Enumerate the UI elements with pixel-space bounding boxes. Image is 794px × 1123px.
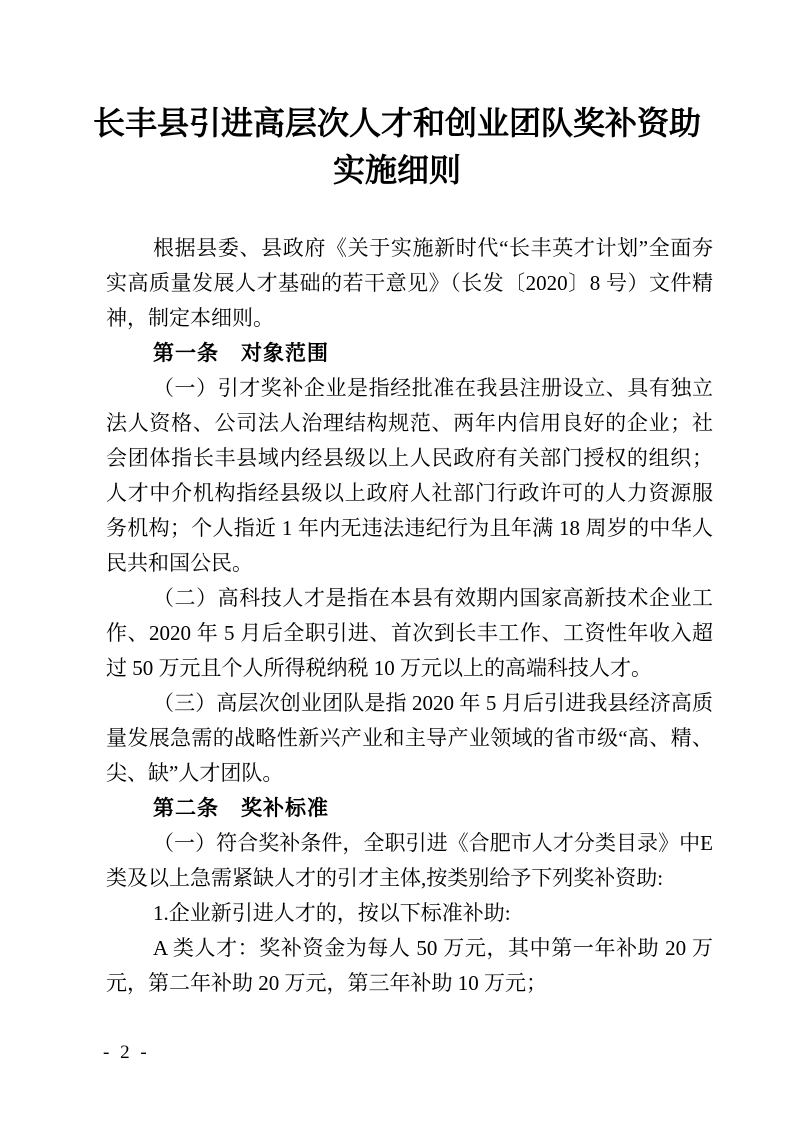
document-title-line-1: 长丰县引进高层次人才和创业团队奖补资助 <box>92 105 701 141</box>
article-1-item-1-paragraph: （一）引才奖补企业是指经批准在我县注册设立、具有独立法人资格、公司法人治理结构规范、两年内信用良好的企业；社会团体指长丰县域内经县级以上人民政府有关部门授权的组织；人才中介机构指经县级以上政府人社部门行政许可的人力资源服务机构；个人指近 1 年内无违法违纪行为且年满 18 周岁的中华人民共和国公民。 <box>106 376 713 575</box>
article-1-heading: 第一条 对象范围 <box>153 342 329 365</box>
document-body <box>106 231 713 1001</box>
intro-paragraph: 根据县委、县政府《关于实施新时代“长丰英才计划”全面夯实高质量发展人才基础的若干意见》（长发〔2020〕8 号）文件精神，制定本细则。 <box>106 236 713 330</box>
article-2-heading: 第二条 奖补标准 <box>153 797 329 820</box>
document-title-line-2: 实施细则 <box>332 152 461 188</box>
document-title <box>0 100 794 194</box>
article-1-item-3-paragraph: （三）高层次创业团队是指 2020 年 5 月后引进我县经济高质量发展急需的战略性新兴产业和主导产业领域的省市级“高、精、尖、缺”人才团队。 <box>106 691 713 785</box>
article-2-subitem-1-paragraph: 1.企业新引进人才的，按以下标准补助: <box>153 901 511 925</box>
article-2-item-1-paragraph: （一）符合奖补条件，全职引进《合肥市人才分类目录》中E类及以上急需紧缺人才的引才主体,按类别给予下列奖补资助: <box>106 831 713 890</box>
article-1-item-2-paragraph: （二）高科技人才是指在本县有效期内国家高新技术企业工作、2020 年 5 月后全职引进、首次到长丰工作、工资性年收入超过 50 万元且个人所得税纳税 10 万元以上的高端科技人才。 <box>106 586 713 680</box>
article-2-class-a-paragraph: A 类人才：奖补资金为每人 50 万元，其中第一年补助 20 万元，第二年补助 20 万元，第三年补助 10 万元； <box>106 936 713 995</box>
page-number: - 2 - <box>103 1042 150 1063</box>
